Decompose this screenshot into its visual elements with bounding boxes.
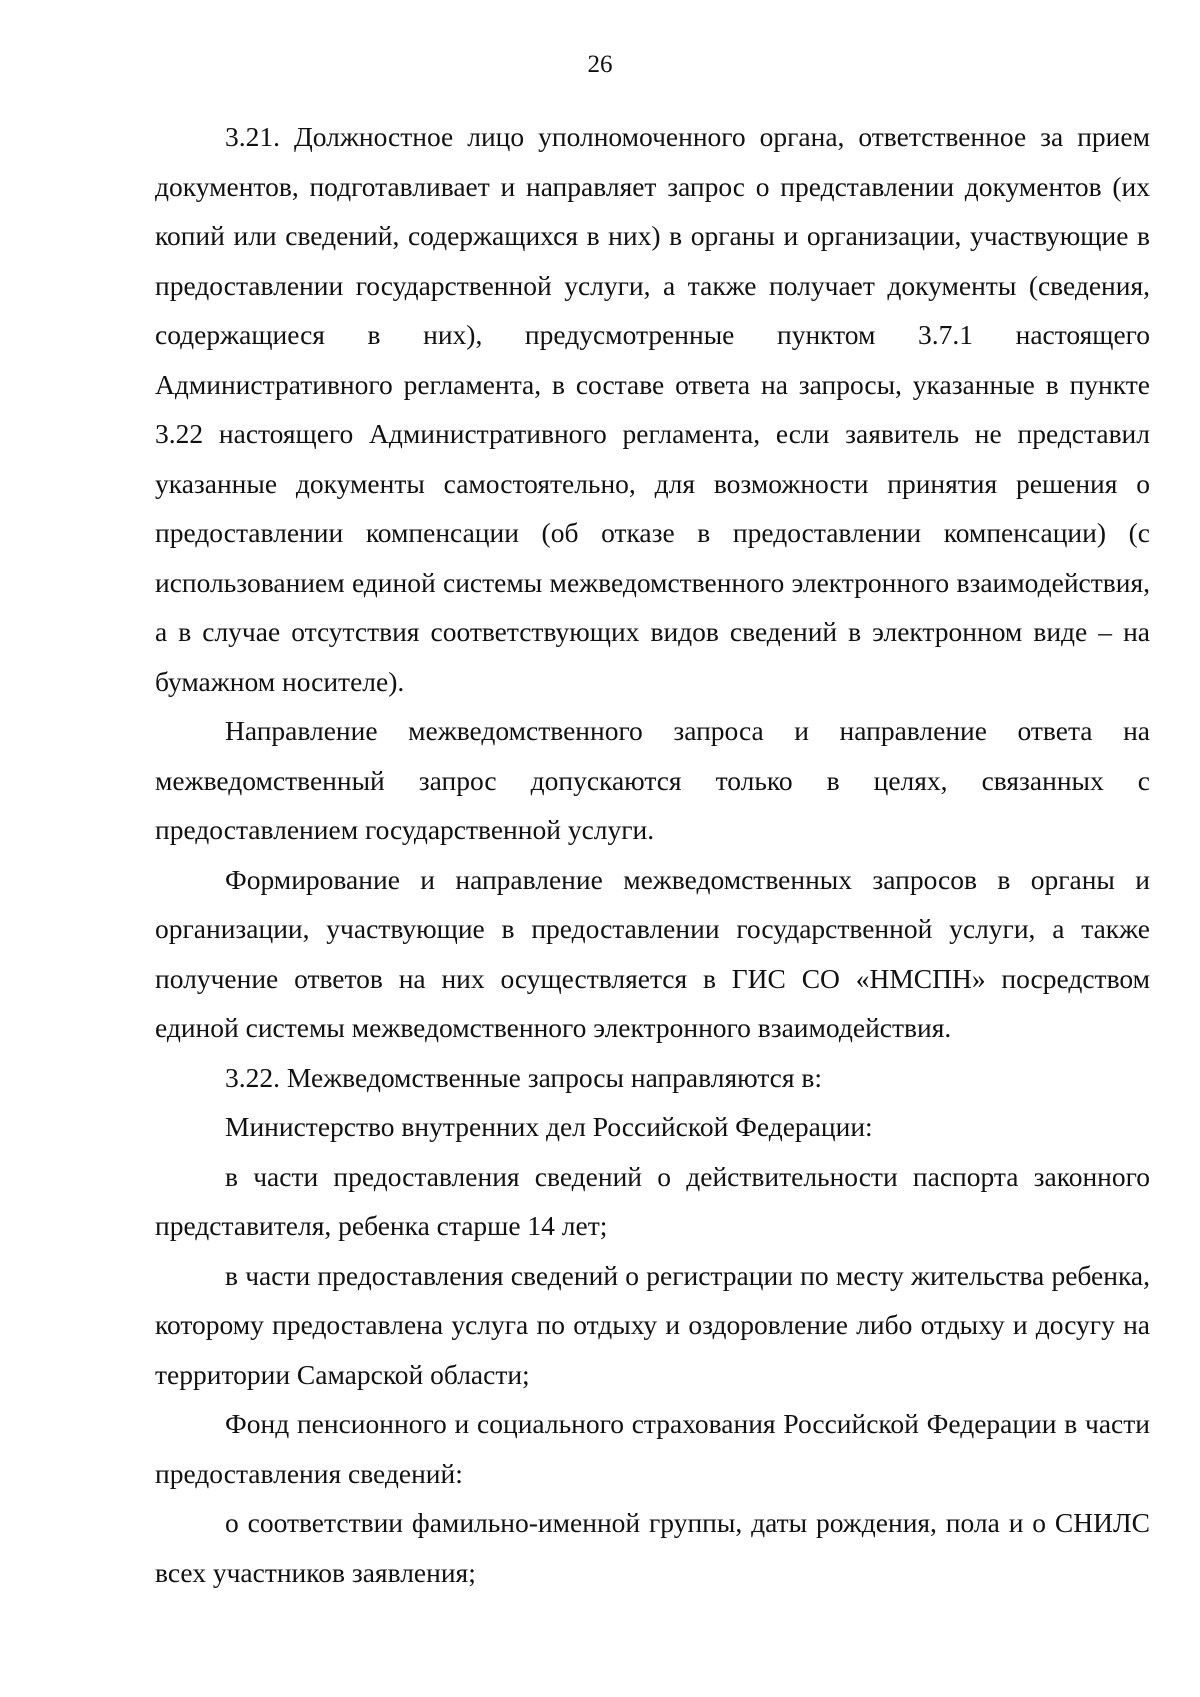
paragraph-3-21: 3.21. Должностное лицо уполномоченного органа, ответственное за прием документов, подготавливает и направляет запрос о представлении документов (их копий или сведений, содержащихся в них) в органы и организации, участвующие в предоставлении государственной услуги, а также получает документы (сведения, содержащиеся в них), предусмотренные пунктом 3.7.1 настоящего Административного регламента, в составе ответа на запросы, указанные в пункте 3.22 настоящего Административного регламента, если заявитель не представил указанные документы самостоятельно, для возможности принятия решения о предоставлении компенсации (об отказе в предоставлении компенсации) (с использованием единой системы межведомственного электронного взаимодействия, а в случае отсутствия соответствующих видов сведений в электронном виде – на бумажном носителе). [155, 121, 1150, 697]
paragraph-pension-fund: Фонд пенсионного и социального страхования Российской Федерации в части предоставления сведений: [155, 1408, 1150, 1489]
paragraph-passport-validity: в части предоставления сведений о действительности паспорта законного представителя, ребенка старше 14 лет; [155, 1160, 1150, 1241]
paragraph-mvd: Министерство внутренних дел Российской Федерации: [225, 1111, 873, 1142]
paragraph-registration: в части предоставления сведений о регистрации по месту жительства ребенка, которому предоставлена услуга по отдыху и оздоровление либо отдыху и досугу на территории Самарской области; [155, 1259, 1150, 1390]
paragraph-request-formation: Формирование и направление межведомственных запросов в органы и организации, участвующие в предоставлении государственной услуги, а также получение ответов на них осуществляется в ГИС СО «НМСПН» посредством единой системы межведомственного электронного взаимодействия. [155, 863, 1150, 1043]
document-body [155, 112, 1150, 1597]
paragraph-request-purpose: Направление межведомственного запроса и направление ответа на межведомственный запрос допускаются только в целях, связанных с предоставлением государственной услуги. [155, 715, 1150, 845]
page-number: 26 [587, 51, 613, 78]
paragraph-3-22: 3.22. Межведомственные запросы направляются в: [225, 1061, 822, 1093]
paragraph-snils: о соответствии фамильно-именной группы, даты рождения, пола и о СНИЛС всех участников заявления; [155, 1507, 1150, 1588]
